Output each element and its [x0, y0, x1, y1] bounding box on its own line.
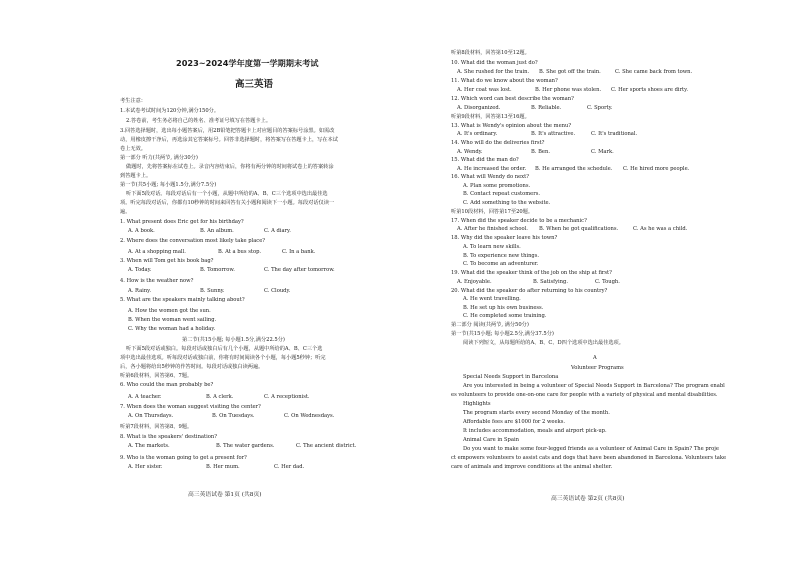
question: 8. What is the speakers' destination?: [120, 434, 218, 440]
notice-line: 1.本试卷考试时间为120分钟,满分150分。: [120, 108, 220, 114]
option: B. Reliable.: [531, 105, 562, 111]
question: 3. When will Tom get his book bag?: [120, 258, 214, 264]
passage-line: es volunteers to provide one-on-one care for people with a variety of physical and mental disabilities.: [451, 392, 718, 398]
instruction-line: 听下面5段对话或独白。每段对话或独白后有几个小题，从题中所给的A、B、C三个选: [126, 346, 323, 352]
option: C. She came back from town.: [615, 69, 693, 75]
option: A. It's ordinary.: [457, 131, 498, 137]
question: 15. What did the man do?: [451, 157, 519, 163]
section-heading: 第二节(共15小题; 每小题1.5分,满分22.5分): [182, 337, 285, 343]
option: C. To become an adventurer.: [463, 261, 539, 267]
instruction-line: 遍。: [120, 209, 131, 215]
option: C. Add something to the website.: [463, 200, 551, 206]
material-heading: 听第8段材料，回答第10至12题。: [451, 50, 530, 56]
part-heading: 第一部分 听力(共两节, 满分30分): [120, 155, 198, 161]
option: C. Her sports shoes are dirty.: [611, 87, 689, 93]
option: C. In a bank.: [282, 249, 316, 255]
option: B. She got off the train.: [539, 69, 601, 75]
option: A. A book.: [128, 228, 155, 234]
option: A. He went travelling.: [463, 296, 521, 302]
instruction-line: 做题时，先将答案标在试卷上。录音内容结束后，你将有两分钟的时间将试卷上的答案转涂: [126, 164, 334, 170]
option: C. The ancient district.: [296, 443, 357, 449]
option: B. He arranged the schedule.: [535, 166, 613, 172]
question: 14. Who will do the deliveries first?: [451, 140, 545, 146]
section-heading: 第一节(共5小题; 每小题1.5分,满分7.5分): [120, 182, 217, 188]
question: 20. What did the speaker do after returning to his country?: [451, 288, 608, 294]
page-footer: 高三英语试卷 第2页 (共8页): [551, 496, 625, 502]
option: A. At a shopping mall.: [128, 249, 186, 255]
option: A. Her sister.: [128, 464, 163, 470]
material-heading: 听第6段材料，回答第6、7题。: [120, 373, 193, 379]
page-footer: 高三英语试卷 第1页 (共8页): [188, 492, 262, 498]
question: 16. What will Wendy do next?: [451, 174, 529, 180]
passage-line: Do you want to make some four-legged friends as a volunteer of Animal Care in Spain? The proje: [463, 446, 719, 452]
option: A. Plan some promotions.: [463, 183, 531, 189]
option: A. He increased the order.: [457, 166, 527, 172]
option: C. He hired more people.: [623, 166, 690, 172]
instruction-line: 项。听完每段对话后，你都有10秒钟的时间来回答有关小题和阅读下一小题。每段对话仅读一: [120, 200, 335, 206]
section-heading: 第一节(共15小题; 每小题2.5分,满分37.5分): [451, 331, 554, 337]
option: C. A diary.: [264, 228, 291, 234]
option: C. Mark.: [591, 149, 614, 155]
passage-line: Are you interested in being a volunteer of Special Needs Support in Barcelona? The program enabl: [463, 383, 725, 389]
passage-subheading: Special Needs Support in Barcelona: [463, 374, 559, 380]
question: 9. Who is the woman going to get a present for?: [120, 455, 247, 461]
option: A. Her coat was lost.: [457, 87, 512, 93]
passage-line: care of animals and improve conditions at the animal shelter.: [451, 464, 613, 470]
option: B. Sunny.: [200, 288, 225, 294]
option: C. Tough.: [595, 279, 620, 285]
passage-line: The program starts every second Monday of the month.: [463, 410, 610, 416]
notice-line: 3.回答选择题时，选出每小题答案后，用2B铅笔把答题卡上对应题目的答案标号涂黑。如需改: [120, 128, 335, 134]
notice-heading: 考生注意：: [120, 98, 146, 104]
instruction-line: 阅读下列短文，从每题所给的A、B、C、D四个选项中选出最佳选项。: [463, 340, 624, 346]
option: C. Cloudy.: [264, 288, 291, 294]
option: B. To experience new things.: [463, 253, 540, 259]
option: C. Sporty.: [587, 105, 613, 111]
option: A. To learn new skills.: [463, 244, 521, 250]
option: B. Tomorrow.: [200, 267, 235, 273]
material-heading: 听第10段材料，回答第17至20题。: [451, 209, 534, 215]
question: 2. Where does the conversation most likely take place?: [120, 238, 266, 244]
option: A. On Thursdays.: [128, 413, 174, 419]
option: B. A clerk.: [206, 394, 234, 400]
option: B. When the woman went sailing.: [128, 317, 217, 323]
option: C. It's traditional.: [591, 131, 638, 137]
option: A. The markets.: [128, 443, 170, 449]
exam-title: 2023~2024学年度第一学期期末考试: [176, 58, 319, 68]
question: 1. What present does Eric get for his birthday?: [120, 219, 244, 225]
exam-subtitle: 高三英语: [235, 79, 274, 90]
option: C. He completed some training.: [463, 313, 547, 319]
option: B. The water gardens.: [216, 443, 275, 449]
passage-label: A: [593, 355, 597, 361]
material-heading: 听第7段材料，回答第8、9题。: [120, 424, 193, 430]
option: A. Enjoyable.: [457, 279, 492, 285]
passage-line: It includes accommodation, meals and airport pick-up.: [463, 428, 607, 434]
question: 18. Why did the speaker leave his town?: [451, 235, 558, 241]
option: B. Ben.: [531, 149, 550, 155]
question: 12. Which word can best describe the woman?: [451, 96, 574, 102]
passage-subheading: Highlights: [463, 401, 491, 407]
question: 10. What did the woman just do?: [451, 60, 538, 66]
option: B. On Tuesdays.: [212, 413, 255, 419]
option: B. An album.: [200, 228, 234, 234]
question: 19. What did the speaker think of the job on the ship at first?: [451, 270, 612, 276]
material-heading: 听第9段材料，回答第13至16题。: [451, 114, 530, 120]
instruction-line: 后，各小题将给出5秒钟的作答时间。每段对话或独白读两遍。: [120, 364, 264, 370]
option: B. When he got qualifications.: [539, 226, 619, 232]
option: C. Her dad.: [274, 464, 305, 470]
option: C. On Wednesdays.: [284, 413, 335, 419]
instruction-line: 到答题卡上。: [120, 173, 152, 179]
notice-line: 卷上无效。: [120, 146, 146, 152]
question: 7. When does the woman suggest visiting the center?: [120, 404, 261, 410]
question: 4. How is the weather now?: [120, 278, 194, 284]
question: 6. Who could the man probably be?: [120, 382, 214, 388]
passage-line: ct empowers volunteers to assist cats and dogs that have been abandoned in Barcelona. Volunteers take: [451, 455, 727, 461]
option: B. At a bus stop.: [218, 249, 262, 255]
option: A. She rushed for the train.: [457, 69, 530, 75]
part-heading: 第二部分 阅读(共两节, 满分50分): [451, 322, 529, 328]
option: A. After he finished school.: [457, 226, 528, 232]
notice-line: 动，用橡皮擦干净后，再选涂其它答案标号。回答非选择题时，将答案写在答题卡上，写在本试: [120, 137, 338, 143]
passage-subheading: Animal Care in Spain: [463, 437, 519, 443]
passage-line: Affordable fees are $1000 for 2 weeks.: [463, 419, 566, 425]
instruction-line: 项中选出最佳选项。听每段对话或独白前，你将有时间阅读各个小题，每小题5秒钟；听完: [120, 355, 326, 361]
option: A. Disorganized.: [457, 105, 501, 111]
option: B. Her mum.: [206, 464, 240, 470]
question: 11. What do we know about the woman?: [451, 78, 558, 84]
option: C. A receptionist.: [264, 394, 310, 400]
option: A. Today.: [128, 267, 152, 273]
question: 17. When did the speaker decide to be a mechanic?: [451, 218, 587, 224]
option: B. Satisfying.: [533, 279, 568, 285]
instruction-line: 听下面5段对话。每段对话后有一个小题，从题中所给的A、B、C三个选项中选出最佳选: [126, 191, 328, 197]
option: C. The day after tomorrow.: [264, 267, 335, 273]
option: B. Her phone was stolen.: [535, 87, 602, 93]
option: A. Rainy.: [128, 288, 152, 294]
option: C. As he was a child.: [633, 226, 688, 232]
question: 5. What are the speakers mainly talking about?: [120, 297, 245, 303]
option: B. Contact repeat customers.: [463, 191, 541, 197]
passage-title: Volunteer Programs: [571, 365, 624, 371]
option: B. He set up his own business.: [463, 305, 544, 311]
option: C. Why the woman had a holiday.: [128, 326, 216, 332]
question: 13. What is Wendy's opinion about the menu?: [451, 123, 572, 129]
option: A. Wendy.: [457, 149, 483, 155]
option: B. It's attractive.: [531, 131, 576, 137]
option: A. A teacher.: [128, 394, 162, 400]
notice-line: 2.答卷前，考生务必将自己的姓名、准考证号填写在答题卡上。: [126, 118, 272, 124]
option: A. How the women got the sun.: [128, 308, 211, 314]
